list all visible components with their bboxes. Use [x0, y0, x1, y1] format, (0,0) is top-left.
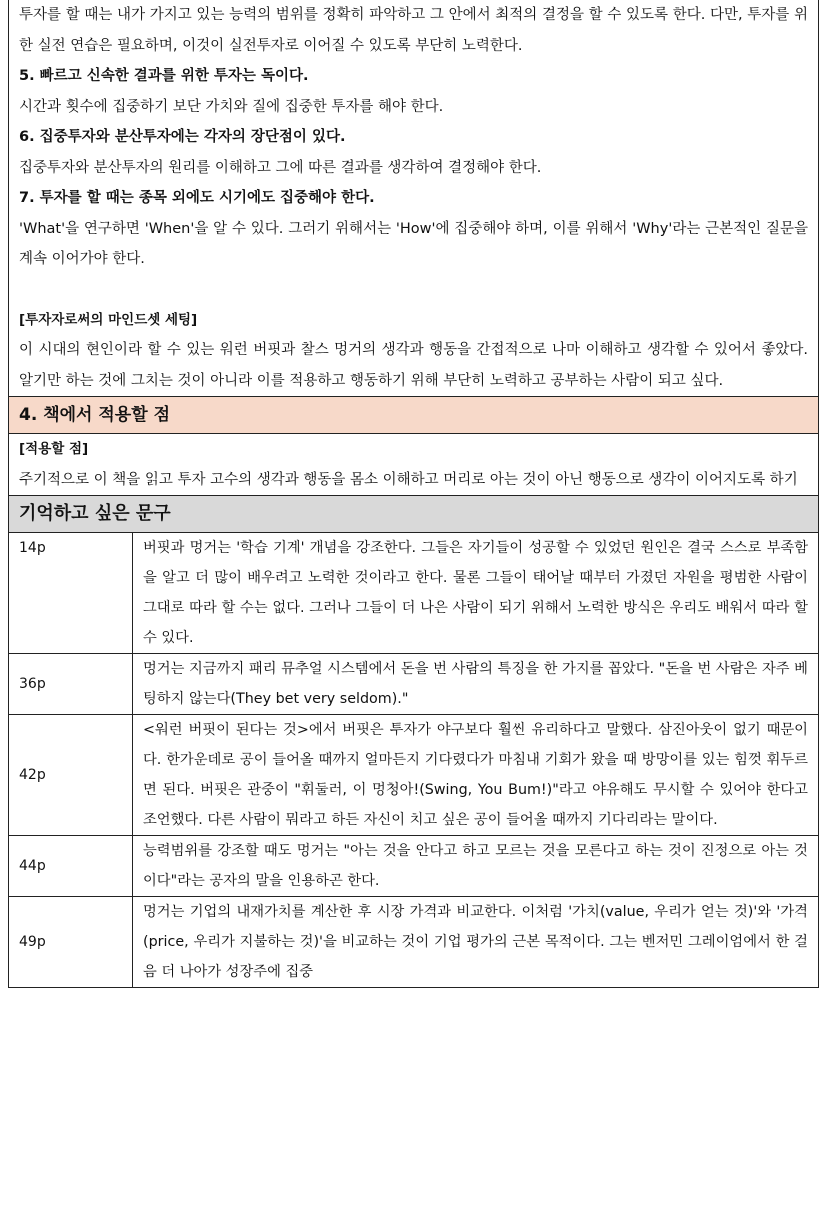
item-7-body: 'What'을 연구하면 'When'을 알 수 있다. 그러기 위해서는 'How'에 집중해야 하며, 이를 위해서 'Why'라는 근본적인 질문을 계속 이어가야 한다.: [19, 220, 808, 267]
item-6-heading: 6. 집중투자와 분산투자에는 각자의 장단점이 있다.: [19, 129, 346, 145]
quote-row: [9, 897, 819, 988]
quote-text: 버핏과 멍거는 '학습 기계' 개념을 강조한다. 그들은 자기들이 성공할 수 있었던 원인은 결국 스스로 부족함을 알고 더 많이 배우려고 노력한 것이라고 한다. 물론 그들이 태어날 때부터 가졌던 자원을 평범한 사람이 그대로 따라 할 수는 없다. 그러나 그들이 더 나은 사람이 되기 위해서 노력한 방식은 우리도 배워서 따라 할 수 있다.: [133, 533, 819, 654]
quote-page: 42p: [9, 715, 133, 836]
quote-row: [9, 836, 819, 897]
quote-row: [9, 715, 819, 836]
quote-page: 36p: [9, 654, 133, 715]
quote-text: <워런 버핏이 된다는 것>에서 버핏은 투자가 야구보다 훨씬 유리하다고 말했다. 삼진아웃이 없기 때문이다. 한가운데로 공이 들어올 때까지 얼마든지 기다렸다가 마침내 기회가 왔을 때 방망이를 있는 힘껏 휘두르면 된다. 버핏은 관중이 "휘둘러, 이 멍청아!(Swing, You Bum!)"라고 야유해도 무시할 수 있어야 한다고 조언했다. 다른 사람이 뭐라고 하든 자신이 치고 싶은 공이 들어올 때까지 기다리라는 말이다.: [133, 715, 819, 836]
apply-body: 주기적으로 이 책을 읽고 투자 고수의 생각과 행동을 몸소 이해하고 머리로 아는 것이 아닌 행동으로 생각이 이어지도록 하기: [19, 471, 798, 488]
spacer: [19, 275, 808, 305]
intro-paragraph: 투자를 할 때는 내가 가지고 있는 능력의 범위를 정확히 파악하고 그 안에서 최적의 결정을 할 수 있도록 한다. 다만, 투자를 위한 실전 연습은 필요하며, 이것이 실전투자로 이어질 수 있도록 부단히 노력한다.: [19, 7, 808, 54]
quote-row: [9, 654, 819, 715]
mindset-label: [투자자로써의 마인드셋 세팅]: [19, 311, 198, 328]
quote-text: 멍거는 지금까지 패리 뮤추얼 시스템에서 돈을 번 사람의 특징을 한 가지를 꼽았다. "돈을 번 사람은 자주 베팅하지 않는다(They bet very seldom).": [133, 654, 819, 715]
quote-page: 49p: [9, 897, 133, 988]
mindset-body: 이 시대의 현인이라 할 수 있는 워런 버핏과 찰스 멍거의 생각과 행동을 간접적으로 나마 이해하고 생각할 수 있어서 좋았다. 알기만 하는 것에 그치는 것이 아니라 이를 적용하고 행동하기 위해 부단히 노력하고 공부하는 사람이 되고 싶다.: [19, 342, 808, 389]
quote-text: 능력범위를 강조할 때도 멍거는 "아는 것을 안다고 하고 모르는 것을 모른다고 하는 것이 진정으로 아는 것이다"라는 공자의 말을 인용하곤 한다.: [133, 836, 819, 897]
quote-row: [9, 533, 819, 654]
document-page: [8, 0, 818, 988]
apply-heading-row: [9, 397, 819, 434]
item-5-heading: 5. 빠르고 신속한 결과를 위한 투자는 독이다.: [19, 68, 309, 84]
quote-page: 14p: [9, 533, 133, 654]
item-7-heading: 7. 투자를 할 때는 종목 외에도 시기에도 집중해야 한다.: [19, 190, 375, 206]
quote-page: 44p: [9, 836, 133, 897]
summary-cell: [9, 0, 819, 397]
quotes-heading-row: [9, 496, 819, 533]
apply-heading: 4. 책에서 적용할 점: [9, 397, 819, 434]
notes-table: [8, 0, 819, 988]
quotes-heading: 기억하고 싶은 문구: [9, 496, 819, 533]
quote-text: 멍거는 기업의 내재가치를 계산한 후 시장 가격과 비교한다. 이처럼 '가치(value, 우리가 얻는 것)'와 '가격(price, 우리가 지불하는 것)'을 비교하는 것이 기업 평가의 근본 목적이다. 그는 벤저민 그레이엄에서 한 걸음 더 나아가 성장주에 집중: [133, 897, 819, 988]
item-6-body: 집중투자와 분산투자의 원리를 이해하고 그에 따른 결과를 생각하여 결정해야 한다.: [19, 159, 542, 176]
summary-row: [9, 0, 819, 397]
apply-row: [9, 434, 819, 496]
item-5-body: 시간과 횟수에 집중하기 보단 가치와 질에 집중한 투자를 해야 한다.: [19, 98, 444, 115]
apply-cell: [9, 434, 819, 496]
apply-label: [적용할 점]: [19, 441, 89, 457]
